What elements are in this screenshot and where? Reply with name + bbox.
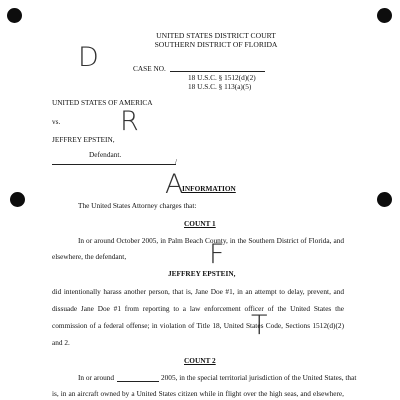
count-2-line-1-prefix: In or around	[78, 373, 115, 382]
count-2-line-2: is, in an aircraft owned by a United States citizen while in flight over the high seas, and elsewhere,	[52, 389, 344, 398]
punch-hole-middle-right	[377, 192, 392, 207]
watermark-letter-a: A	[165, 169, 184, 200]
statute-1: 18 U.S.C. § 1512(d)(2)	[188, 73, 256, 82]
count-1-charge-line-4: and 2.	[52, 338, 70, 347]
count-2-date-blank	[117, 381, 159, 382]
count-1-defendant: JEFFREY EPSTEIN,	[168, 269, 236, 278]
document-title: INFORMATION	[182, 184, 236, 193]
statute-2: 18 U.S.C. § 113(a)(5)	[188, 82, 252, 91]
case-number-label: CASE NO.	[133, 64, 166, 73]
watermark-letter-f: F	[209, 239, 225, 270]
count-1-charge-line-1: did intentionally harass another person, that is, Jane Doe #1, in an attempt to delay, prevent, and	[52, 287, 344, 296]
watermark-letter-d: D	[78, 42, 99, 73]
punch-hole-top	[7, 8, 22, 23]
count-1-charge-line-3: commission of a federal offense; in violation of Title 18, United States Code, Sections 1512(d)(2)	[52, 321, 344, 330]
intro-text: The United States Attorney charges that:	[78, 201, 197, 210]
caption-closing-line	[52, 164, 176, 165]
watermark-letter-r: R	[120, 106, 139, 137]
versus-label: vs.	[52, 117, 61, 126]
count-2-heading: COUNT 2	[184, 356, 216, 365]
count-1-heading: COUNT 1	[184, 219, 216, 228]
count-1-paragraph-line-1: In or around October 2005, in Palm Beach County, in the Southern District of Florida, and	[78, 236, 344, 245]
punch-hole-right-top	[377, 8, 392, 23]
court-name: UNITED STATES DISTRICT COURT	[156, 31, 276, 40]
defendant-role: Defendant.	[89, 150, 122, 159]
count-1-charge-line-2: dissuade Jane Doe #1 from reporting to a law enforcement officer of the United States the	[52, 304, 344, 313]
punch-hole-middle-left	[10, 192, 25, 207]
caption-closing-slash: /	[175, 157, 178, 166]
count-1-paragraph-line-2: elsewhere, the defendant,	[52, 252, 127, 261]
court-district: SOUTHERN DISTRICT OF FLORIDA	[154, 40, 278, 49]
watermark-letter-t: T	[251, 310, 268, 341]
case-number-blank	[170, 71, 265, 72]
plaintiff-name: UNITED STATES OF AMERICA	[52, 98, 153, 107]
count-2-line-1-suffix: 2005, in the special territorial jurisdiction of the United States, that	[161, 373, 357, 382]
defendant-name: JEFFREY EPSTEIN,	[52, 135, 115, 144]
